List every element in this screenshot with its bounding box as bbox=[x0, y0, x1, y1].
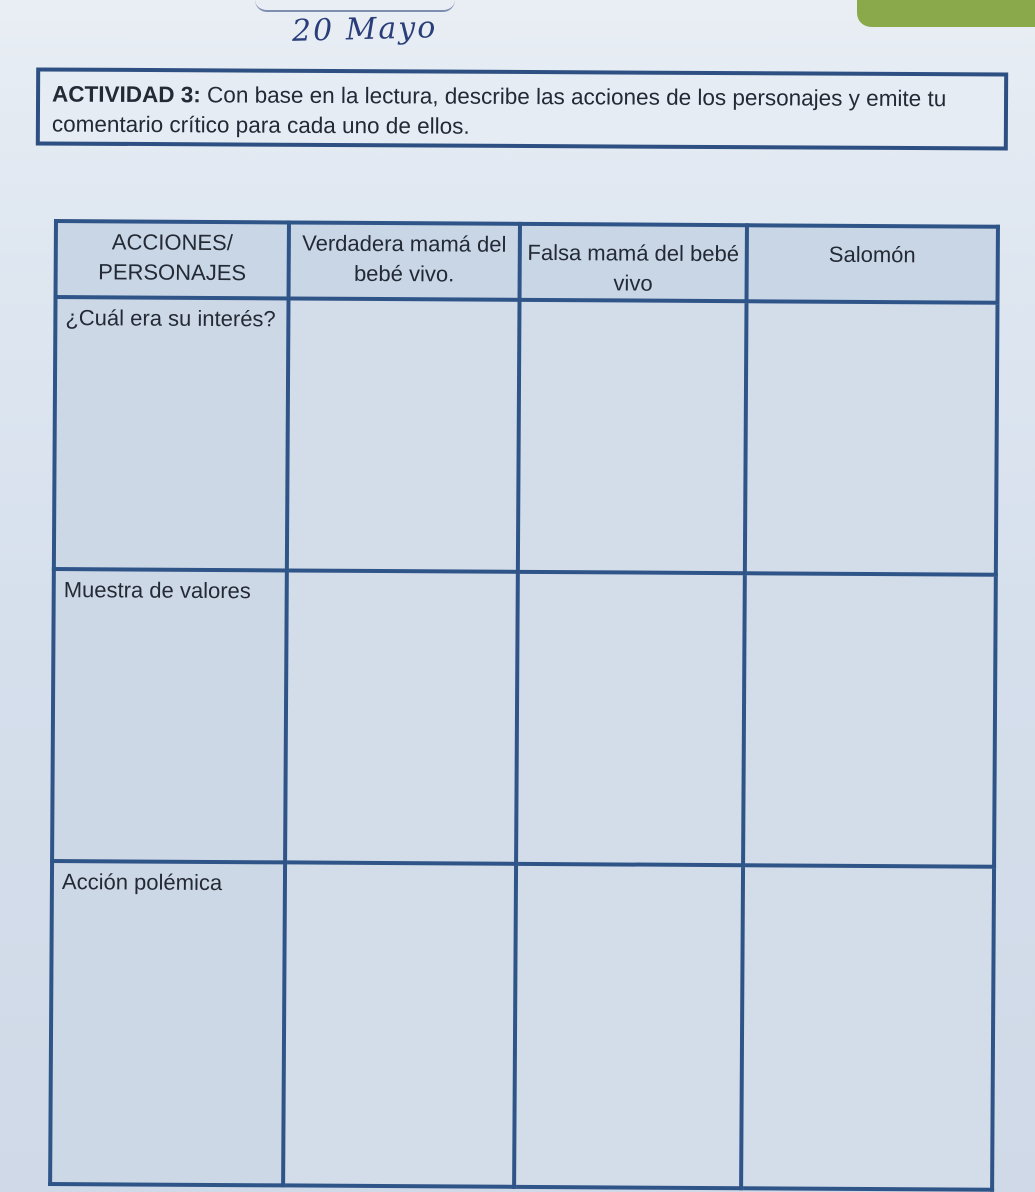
answer-cell-polemica-falsa[interactable] bbox=[514, 864, 743, 1188]
answer-cell-interes-verdadera[interactable] bbox=[287, 298, 520, 571]
answer-cell-interes-salomon[interactable] bbox=[745, 301, 998, 575]
activity-instruction: Con base en la lectura, describe las acciones de los personajes y emite tu comentario crítico para cada uno de ellos. bbox=[51, 82, 947, 139]
answer-cell-valores-verdadera[interactable] bbox=[285, 570, 518, 863]
activity-instructions-box bbox=[36, 67, 1008, 150]
row-label-interes: ¿Cuál era su interés? bbox=[54, 297, 289, 570]
answer-cell-valores-falsa[interactable] bbox=[516, 572, 745, 865]
activity-title: ACTIVIDAD 3: bbox=[52, 81, 201, 108]
characters-actions-table bbox=[48, 219, 1000, 1178]
header-acciones-personajes: ACCIONES/ PERSONAJES bbox=[56, 221, 289, 298]
row-label-polemica: Acción polémica bbox=[50, 861, 285, 1185]
row-label-valores: Muestra de valores bbox=[52, 569, 287, 862]
answer-cell-polemica-verdadera[interactable] bbox=[283, 862, 516, 1186]
answer-cell-polemica-salomon[interactable] bbox=[741, 865, 994, 1190]
handwritten-date: 20 Mayo bbox=[291, 10, 438, 49]
answer-cell-interes-falsa[interactable] bbox=[518, 300, 747, 573]
activity-text bbox=[52, 80, 1004, 145]
answer-cell-valores-salomon[interactable] bbox=[743, 573, 996, 867]
header-verdadera-mama: Verdadera mamá del bebé vivo. bbox=[289, 222, 520, 299]
green-corner-tab bbox=[857, 0, 1035, 27]
header-salomon: Salomón bbox=[746, 225, 998, 303]
header-falsa-mama: Falsa mamá del bebé vivo bbox=[519, 224, 746, 301]
